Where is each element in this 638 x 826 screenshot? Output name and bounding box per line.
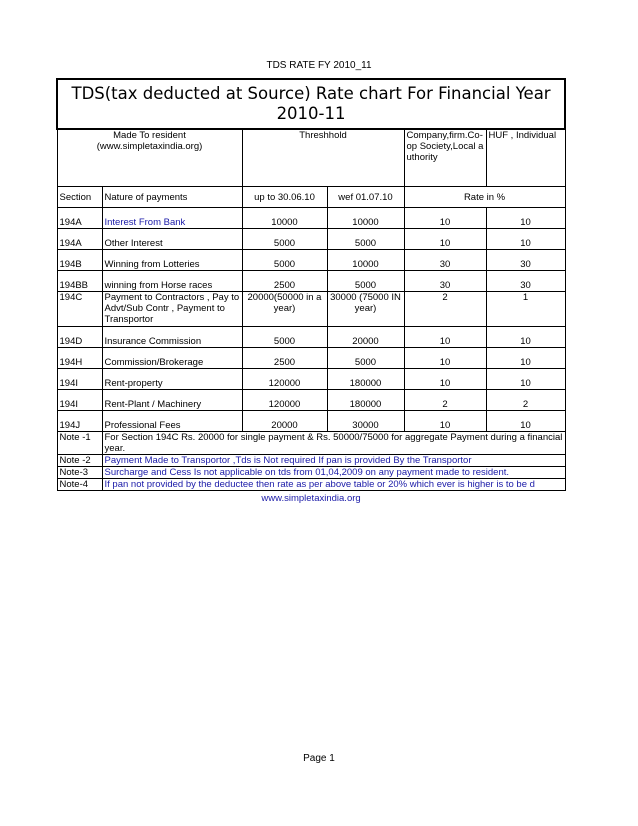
threshold-label: Threshhold — [242, 129, 404, 187]
huf-rate-cell: 10 — [486, 229, 565, 250]
website-link[interactable]: www.simpletaxindia.org — [261, 493, 361, 504]
huf-rate-cell: 10 — [486, 411, 565, 432]
wef-cell: 10000 — [327, 250, 404, 271]
section-cell: 194D — [57, 327, 102, 348]
company-rate-cell: 10 — [404, 327, 486, 348]
huf-rate-cell: 2 — [486, 390, 565, 411]
upto-cell: 120000 — [242, 369, 327, 390]
company-rate-cell: 30 — [404, 250, 486, 271]
huf-rate-cell: 10 — [486, 369, 565, 390]
upto-cell: 20000 — [242, 411, 327, 432]
company-rate-cell: 30 — [404, 271, 486, 292]
section-cell: 194C — [57, 292, 102, 327]
table-row — [57, 411, 565, 432]
site-paren-label: (www.simpletaxindia.org) — [96, 141, 203, 152]
table-row — [57, 369, 565, 390]
huf-rate-cell: 30 — [486, 250, 565, 271]
section-cell: 194I — [57, 390, 102, 411]
subheader-row — [57, 129, 565, 187]
tds-rate-table — [56, 78, 566, 504]
huf-rate-cell: 10 — [486, 208, 565, 229]
wef-cell: 5000 — [327, 348, 404, 369]
table-row — [57, 229, 565, 250]
section-cell: 194I — [57, 369, 102, 390]
wef-cell: 20000 — [327, 327, 404, 348]
note-row — [57, 432, 565, 455]
nature-cell: Commission/Brokerage — [102, 348, 242, 369]
company-rate-cell: 2 — [404, 390, 486, 411]
section-cell: 194J — [57, 411, 102, 432]
nature-cell: Interest From Bank — [102, 208, 242, 229]
nature-cell: Other Interest — [102, 229, 242, 250]
page-footer: Page 1 — [303, 753, 335, 764]
nature-cell: Rent-property — [102, 369, 242, 390]
section-header: Section — [57, 187, 102, 208]
nature-cell: Rent-Plant / Machinery — [102, 390, 242, 411]
section-cell: 194A — [57, 208, 102, 229]
upto-cell: 2500 — [242, 348, 327, 369]
wef-cell: 5000 — [327, 271, 404, 292]
nature-cell: Winning from Lotteries — [102, 250, 242, 271]
company-rate-cell: 10 — [404, 369, 486, 390]
rate-header: Rate in % — [404, 187, 565, 208]
table-row — [57, 390, 565, 411]
section-cell: 194BB — [57, 271, 102, 292]
nature-cell: Payment to Contractors , Pay to Advt/Sub Contr , Payment to Transportor — [102, 292, 242, 327]
wef-cell: 10000 — [327, 208, 404, 229]
nature-cell: Insurance Commission — [102, 327, 242, 348]
column-header-row — [57, 187, 565, 208]
note-row — [57, 479, 565, 491]
wef-cell: 30000 — [327, 411, 404, 432]
note-label: Note -1 — [57, 432, 102, 455]
note-text: For Section 194C Rs. 20000 for single payment & Rs. 50000/75000 for aggregate Payment during a financial year. — [102, 432, 565, 455]
upto-cell: 5000 — [242, 250, 327, 271]
company-rate-cell: 10 — [404, 229, 486, 250]
company-rate-cell: 10 — [404, 348, 486, 369]
wef-cell: 30000 (75000 IN year) — [327, 292, 404, 327]
nature-header: Nature of payments — [102, 187, 242, 208]
nature-cell: Professional Fees — [102, 411, 242, 432]
wef-cell: 5000 — [327, 229, 404, 250]
wef-cell: 180000 — [327, 390, 404, 411]
nature-cell: winning from Horse races — [102, 271, 242, 292]
table-row — [57, 208, 565, 229]
huf-rate-cell: 10 — [486, 348, 565, 369]
huf-rate-cell: 10 — [486, 327, 565, 348]
company-rate-cell: 10 — [404, 208, 486, 229]
upto-cell: 2500 — [242, 271, 327, 292]
note-text: Payment Made to Transportor ,Tds is Not required If pan is provided By the Transportor — [102, 455, 565, 467]
sheet-title: TDS(tax deducted at Source) Rate chart For Financial Year 2010-11 — [57, 79, 565, 129]
made-to-resident-label: Made To resident — [113, 130, 186, 141]
note-row — [57, 455, 565, 467]
section-cell: 194H — [57, 348, 102, 369]
upto-cell: 120000 — [242, 390, 327, 411]
table-row — [57, 292, 565, 327]
note-text: If pan not provided by the deductee then rate as per above table or 20% which ever is higher is to be d — [102, 479, 565, 491]
page-header: TDS RATE FY 2010_11 — [266, 60, 372, 71]
huf-label: HUF , Individual — [486, 129, 565, 187]
note-label: Note-3 — [57, 467, 102, 479]
note-text: Surcharge and Cess Is not applicable on tds from 01,04,2009 on any payment made to resident. — [102, 467, 565, 479]
company-label: Company,firm.Co-op Society,Local authority — [404, 129, 486, 187]
note-label: Note-4 — [57, 479, 102, 491]
company-rate-cell: 2 — [404, 292, 486, 327]
huf-rate-cell: 1 — [486, 292, 565, 327]
upto-cell: 20000(50000 in a year) — [242, 292, 327, 327]
table-row — [57, 348, 565, 369]
table-row — [57, 271, 565, 292]
huf-rate-cell: 30 — [486, 271, 565, 292]
upto-cell: 5000 — [242, 229, 327, 250]
wef-cell: 180000 — [327, 369, 404, 390]
table-row — [57, 327, 565, 348]
upto-cell: 5000 — [242, 327, 327, 348]
section-cell: 194B — [57, 250, 102, 271]
note-row — [57, 467, 565, 479]
note-label: Note -2 — [57, 455, 102, 467]
upto-cell: 10000 — [242, 208, 327, 229]
section-cell: 194A — [57, 229, 102, 250]
company-rate-cell: 10 — [404, 411, 486, 432]
table-row — [57, 250, 565, 271]
wef-header: wef 01.07.10 — [327, 187, 404, 208]
upto-header: up to 30.06.10 — [242, 187, 327, 208]
